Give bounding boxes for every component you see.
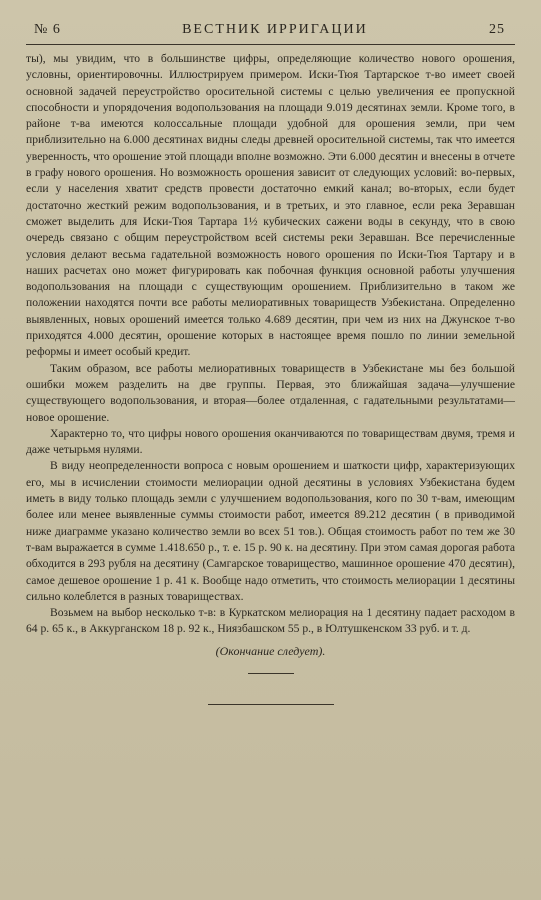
paragraph-4: В виду неопределенности вопроса с новым орошением и шаткости цифр, характеризующих его, мы в исчислении стоимости мелиорации одной десятины в условиях Узбекистана будем иметь в виду только площадь земли с улучшением водопользования, кого по 30 т-вам, имеющим более или менее выявленные суммы стоимости работ, имеется 89.212 десятин ( в приводимой ниже диаграмме указано количество земли во всех 51 тов.). Общая стоимость работ по тем же 30 т-вам выражается в сумме 1.418.650 р., т. е. 15 р. 90 к. на десятину. При этом самая дорогая работа обходится в 293 рубля на десятину (Самгарское товарищество, машинное орошение 470 десятин), самое дешевое орошение 1 р. 41 к. Вообще надо отметить, что стоимость мелиорации 1 десятины сильно колеблется в разных товариществах. — [26, 459, 515, 603]
journal-title: ВЕСТНИК ИРРИГАЦИИ — [182, 22, 368, 37]
article-body — [26, 51, 515, 638]
paragraph-3: Характерно то, что цифры нового орошения оканчиваются по товариществам двумя, тремя и даже четырьмя нулями. — [26, 426, 515, 457]
end-divider-short — [248, 673, 294, 674]
continuation-note: (Окончание следует). — [215, 643, 326, 658]
paragraph-5: Возьмем на выбор несколько т-в: в Куркатском мелиорация на 1 десятину падает расходом в 64 р. 65 к., в Аккурганском 18 р. 92 к., Ниязбашском 55 р., в Юлтушкенском 33 руб. и т. д. — [26, 606, 515, 636]
paragraph-2: Таким образом, все работы мелиоративных товариществ в Узбекистане мы без большой ошибки можем разделить на две группы. Первая, это ближайшая задача—улучшение существующего водопользования, и вторая—более отдаленная, с гадательными результатами—новое орошение. — [26, 361, 515, 424]
page-number: 25 — [488, 22, 505, 37]
paragraph-1: ты), мы увидим, что в большинстве цифры, определяющие количество нового орошения, условны, ориентировочны. Иллюстрируем примером. Иски-Тюя Тартарское т-во имеет своей основной задачей переустройство оросительной системы с целью увеличения ее пропускной способности и упорядочения водопользования на площади 9.019 десятинах земли. Кроме того, в районе т-ва имеются колоссальные площади удобной для орошения земли, при чем приблизительно на 6.000 десятинах видны следы древней оросительной системы, так что имеется уверенность, что орошение этой площади вполне возможно. Эти 6.000 десятин и внесены в отчете в графу нового орошения. Но возможность орошения зависит от следующих условий: во-первых, если у населения хватит средств провести достаточно емкий канал; во-вторых, если будет достаточно жесткий режим водопользования, и в третьих, и это главное, если река Зеравшан сможет выделить для Иски-Тюя Тартара 1½ кубических сажени воды в секунду, что в свою очередь связано с общим переустройством всей системы реки Зеравшан. Все перечисленные условия делают весьма гадательной возможность нового орошения по Иски-Тюя Тартару и в наших расчетах оно может фигурировать как побочная функция основной работы улучшения водопользования на площади с существующим орошением. Приблизительно в таком же положении находятся почти все работы мелиоративных товариществ Узбекистана. Определенно выявленных, новых орошений имеется только 4.689 десятин, при чем из них на Джунское т-во приходятся 4.000 десятин, орошение которых в настоящее время пошло по линии земельной реформы и имеет особый кредит. — [26, 52, 515, 359]
header-divider — [26, 44, 515, 45]
end-divider-long — [208, 704, 334, 705]
issue-number: № 6 — [34, 22, 61, 37]
page-header — [26, 22, 515, 42]
